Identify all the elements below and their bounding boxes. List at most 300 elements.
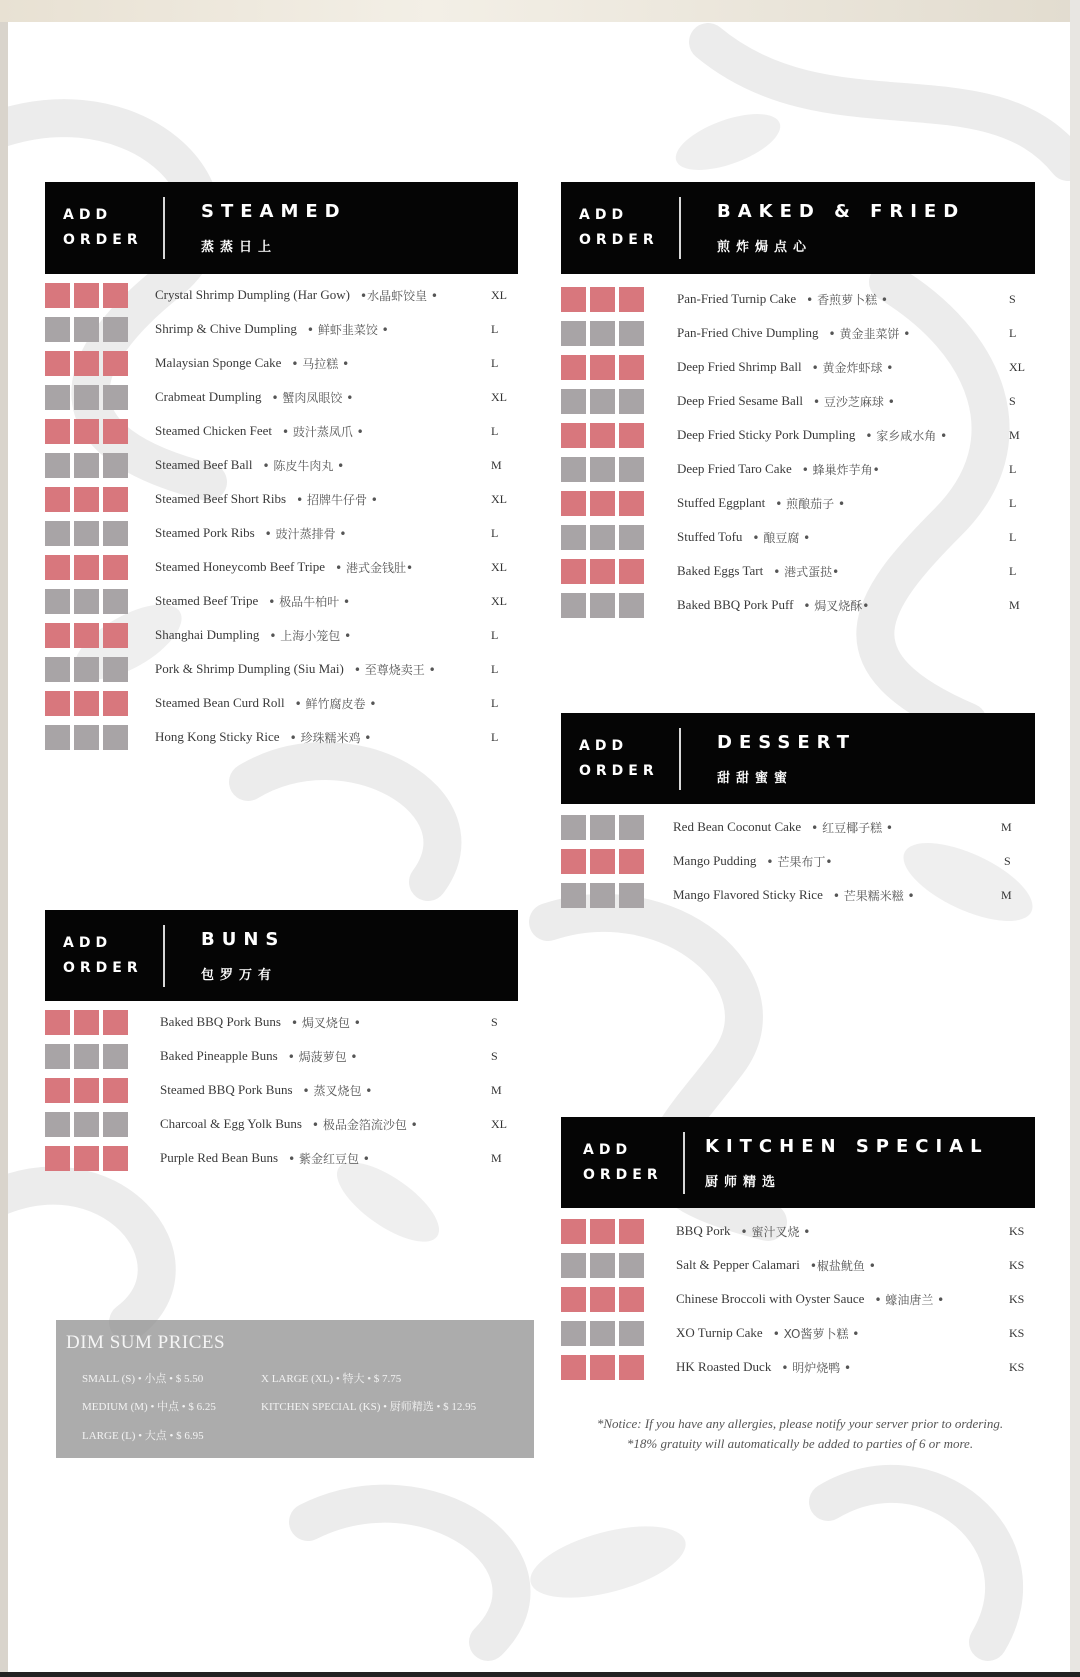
order-box[interactable] [74,521,99,546]
order-box[interactable] [45,385,70,410]
price-xlarge: X LARGE (XL) • 特大 • $ 7.75 [261,1373,402,1385]
order-boxes [45,385,141,410]
item-size: L [491,525,499,540]
item-size: M [491,1150,502,1165]
item-name: Mango Flavored Sticky Rice [673,887,823,902]
bottom-bar [0,1672,1080,1677]
menu-item [561,1282,1035,1316]
item-name-zh: • XO酱萝卜糕 • [772,1326,860,1341]
order-box[interactable] [45,487,70,512]
order-box[interactable] [74,1010,99,1035]
item-name-zh: • 煎酿茄子 • [775,496,846,511]
item-name-zh: • 黄金韭菜饼 • [828,326,911,341]
menu-item [561,316,1035,350]
order-box[interactable] [561,593,586,618]
item-size: KS [1009,1291,1025,1306]
menu-item [45,1141,518,1175]
order-box[interactable] [45,657,70,682]
add-order-label: ADD ORDER [63,934,143,976]
item-name: Steamed Bean Curd Roll [155,695,285,710]
order-box[interactable] [103,487,128,512]
item-name-zh: • 芒果布丁• [766,854,833,869]
price-small: SMALL (S) • 小点 • $ 5.50 [82,1373,204,1385]
order-box[interactable] [561,491,586,516]
order-box[interactable] [74,725,99,750]
item-size: L [491,729,499,744]
menu-item [561,1316,1035,1350]
order-box[interactable] [45,1044,70,1069]
order-box[interactable] [103,1146,128,1171]
add-order-label: ADD ORDER [583,1141,663,1183]
order-box[interactable] [103,1112,128,1137]
header-divider [163,925,165,987]
order-box[interactable] [74,555,99,580]
section-title-zh: 煎炸焗点心 [717,240,813,255]
item-size: L [491,321,499,336]
baked-fried-header [561,182,1035,274]
prices-title: DIM SUM PRICES [66,1332,226,1353]
menu-item [561,350,1035,384]
item-name-zh: • 鲜虾韭菜饺 • [306,322,389,337]
order-box[interactable] [590,1321,615,1346]
order-box[interactable] [590,457,615,482]
add-order-label: ADD ORDER [579,207,659,248]
item-size: L [1009,461,1017,476]
menu-item [561,282,1035,316]
order-box[interactable] [103,623,128,648]
order-box[interactable] [74,1078,99,1103]
order-box[interactable] [45,589,70,614]
item-name: Crystal Shrimp Dumpling (Har Gow) [155,287,350,302]
item-size: S [1009,291,1016,306]
order-boxes [45,1044,141,1069]
item-name-zh: •椒盐鱿鱼 • [809,1258,876,1273]
order-box[interactable] [561,883,586,908]
order-box[interactable] [619,593,644,618]
item-name: Crabmeat Dumpling [155,389,262,404]
order-boxes [45,555,141,580]
menu-item [45,1005,518,1039]
item-name: Purple Red Bean Buns [160,1150,279,1165]
order-box[interactable] [619,423,644,448]
item-name: Steamed Pork Ribs [155,525,255,540]
item-name-zh: • 港式蛋挞• [773,564,840,579]
dessert-list [561,810,1035,912]
order-box[interactable] [74,487,99,512]
item-name: Baked Pineapple Buns [160,1048,278,1063]
order-boxes [561,1219,657,1244]
menu-item [561,1214,1035,1248]
menu-item [561,384,1035,418]
order-box[interactable] [590,321,615,346]
menu-item [45,516,518,550]
order-boxes [45,453,141,478]
dim-sum-prices-box [56,1320,534,1458]
item-size: XL [491,491,507,506]
item-size: L [491,695,499,710]
item-size: M [491,1082,502,1097]
order-boxes [561,1321,657,1346]
order-box[interactable] [103,1010,128,1035]
item-name: Hong Kong Sticky Rice [155,729,280,744]
notice-allergy: *Notice: If you have any allergies, please notify your server prior to ordering. [596,1416,1004,1431]
item-name-zh: • 紫金红豆包 • [288,1151,370,1166]
order-box[interactable] [619,321,644,346]
order-box[interactable] [590,559,615,584]
order-box[interactable] [561,423,586,448]
item-name-zh: • 蠔油唐兰 • [874,1292,945,1307]
item-name: Deep Fried Sesame Ball [677,393,803,408]
dessert-section [561,713,1035,912]
order-box[interactable] [103,351,128,376]
order-box[interactable] [45,521,70,546]
order-box[interactable] [619,491,644,516]
order-boxes [561,1253,657,1278]
order-box[interactable] [590,1287,615,1312]
order-box[interactable] [561,457,586,482]
order-box[interactable] [45,623,70,648]
order-box[interactable] [619,525,644,550]
item-name-zh: • 红豆椰子糕 • [811,820,893,835]
item-name-zh: • 陈皮牛肉丸 • [262,458,345,473]
order-box[interactable] [619,1253,644,1278]
item-name: Pan-Fried Turnip Cake [677,291,797,306]
section-title-zh: 包罗万有 [201,967,278,983]
order-boxes [45,487,141,512]
menu-item [561,1350,1035,1384]
item-name: Baked BBQ Pork Puff [677,597,794,612]
buns-list [45,1005,518,1175]
item-name-zh: • 蒸叉烧包 • [302,1083,373,1098]
item-name: Pan-Fried Chive Dumpling [677,325,819,340]
order-box[interactable] [45,1010,70,1035]
kitchen-special-header [561,1117,1035,1208]
order-boxes [561,815,657,840]
item-name-zh: • 焗菠萝包 • [287,1049,358,1064]
order-box[interactable] [619,389,644,414]
order-box[interactable] [45,317,70,342]
order-box[interactable] [103,657,128,682]
order-boxes [561,849,657,874]
item-size: XL [491,593,507,608]
order-boxes [561,491,657,516]
order-box[interactable] [45,453,70,478]
item-name: Baked BBQ Pork Buns [160,1014,281,1029]
item-name-zh: • 焗叉烧包 • [290,1015,361,1030]
order-boxes [561,457,657,482]
order-boxes [45,317,141,342]
order-box[interactable] [74,283,99,308]
order-boxes [45,419,141,444]
order-box[interactable] [590,1253,615,1278]
order-boxes [45,691,141,716]
item-name: Baked Eggs Tart [677,563,764,578]
item-name: Salt & Pepper Calamari [676,1257,800,1272]
item-name: Chinese Broccoli with Oyster Sauce [676,1291,865,1306]
order-box[interactable] [103,589,128,614]
menu-item [45,448,518,482]
price-kitchen-special: KITCHEN SPECIAL (KS) • 厨师精选 • $ 12.95 [261,1401,477,1413]
item-size: L [1009,495,1017,510]
order-boxes [45,1078,141,1103]
item-name: Stuffed Tofu [677,529,743,544]
item-size: M [1009,427,1020,442]
order-boxes [561,423,657,448]
order-box[interactable] [619,849,644,874]
page-edge [1070,0,1080,1677]
item-name: Deep Fried Sticky Pork Dumpling [677,427,856,442]
item-name-zh: • 极品牛柏叶 • [268,594,351,609]
dessert-header [561,713,1035,804]
order-box[interactable] [561,1321,586,1346]
order-box[interactable] [561,287,586,312]
order-box[interactable] [74,1146,99,1171]
item-name-zh: •水晶虾饺皇 • [359,288,438,303]
order-box[interactable] [74,419,99,444]
order-boxes [561,287,657,312]
order-box[interactable] [74,657,99,682]
order-box[interactable] [590,389,615,414]
section-title: KITCHEN SPECIAL [705,1135,989,1157]
item-size: KS [1009,1325,1025,1340]
order-box[interactable] [45,283,70,308]
steamed-header [45,182,518,274]
menu-item [561,452,1035,486]
item-name-zh: • 鲜竹腐皮卷 • [294,696,377,711]
kitchen-special-list [561,1214,1035,1384]
item-name-zh: • 至尊烧卖王 • [353,662,436,677]
order-box[interactable] [561,1219,586,1244]
order-box[interactable] [561,321,586,346]
menu-item [45,482,518,516]
item-name-zh: • 豆沙芝麻球 • [813,394,895,409]
order-boxes [45,657,141,682]
order-box[interactable] [590,593,615,618]
order-box[interactable] [74,317,99,342]
buns-section [45,910,518,1175]
order-box[interactable] [561,389,586,414]
order-box[interactable] [103,521,128,546]
menu-item [45,414,518,448]
menu-item [45,312,518,346]
item-name-zh: • 招牌牛仔骨 • [296,492,378,507]
header-divider [163,197,165,259]
item-name: Steamed Beef Tripe [155,593,259,608]
order-box[interactable] [45,1112,70,1137]
item-name: Stuffed Eggplant [677,495,766,510]
menu-item [561,520,1035,554]
order-box[interactable] [590,287,615,312]
header-divider [683,1132,685,1194]
menu-item [45,1107,518,1141]
order-boxes [561,355,657,380]
menu-item [561,1248,1035,1282]
menu-item [45,1073,518,1107]
section-title: BAKED & FRIED [717,201,966,222]
item-name: Mango Pudding [673,853,757,868]
order-box[interactable] [619,1355,644,1380]
order-boxes [561,1355,657,1380]
order-box[interactable] [561,1253,586,1278]
order-box[interactable] [590,815,615,840]
item-name-zh: • 黄金炸虾球 • [811,360,894,375]
header-divider [679,728,681,790]
steamed-section [45,182,518,754]
order-box[interactable] [619,559,644,584]
order-box[interactable] [74,453,99,478]
order-boxes [45,623,141,648]
baked-fried-list [561,282,1035,622]
item-name-zh: • 蜜汁叉烧 • [740,1224,811,1239]
order-box[interactable] [561,1287,586,1312]
item-name-zh: • 港式金钱肚• [335,560,414,575]
order-boxes [561,593,657,618]
menu-item [561,486,1035,520]
order-box[interactable] [103,419,128,444]
order-box[interactable] [619,457,644,482]
menu-item [561,554,1035,588]
order-box[interactable] [45,725,70,750]
item-name: Red Bean Coconut Cake [673,819,802,834]
item-size: M [1001,819,1012,834]
top-banner-strip [0,0,1080,22]
item-name-zh: • 酿豆腐 • [752,530,811,545]
item-size: L [491,627,499,642]
order-box[interactable] [74,623,99,648]
order-box[interactable] [74,351,99,376]
item-name-zh: • 芒果糯米糍 • [832,888,915,903]
item-name-zh: • 蟹肉凤眼饺 • [271,390,354,405]
item-name-zh: • 上海小笼包 • [269,628,352,643]
item-size: M [1001,887,1012,902]
item-size: S [491,1048,498,1063]
allergy-notice [560,1414,1040,1454]
section-title-zh: 甜甜蜜蜜 [717,770,794,786]
order-box[interactable] [561,559,586,584]
section-title: DESSERT [717,731,856,753]
order-box[interactable] [590,1219,615,1244]
order-box[interactable] [103,555,128,580]
item-size: M [1009,597,1020,612]
item-size: KS [1009,1223,1025,1238]
menu-item [45,618,518,652]
order-box[interactable] [561,1355,586,1380]
order-box[interactable] [74,691,99,716]
order-box[interactable] [561,815,586,840]
order-boxes [45,589,141,614]
order-box[interactable] [45,1146,70,1171]
order-box[interactable] [619,1219,644,1244]
order-box[interactable] [74,589,99,614]
order-box[interactable] [103,385,128,410]
item-size: S [1009,393,1016,408]
baked-fried-section [561,182,1035,622]
item-size: XL [491,287,507,302]
order-box[interactable] [74,385,99,410]
order-box[interactable] [103,1044,128,1069]
item-name: XO Turnip Cake [676,1325,763,1340]
order-box[interactable] [45,419,70,444]
section-title: BUNS [201,928,286,950]
order-box[interactable] [619,1321,644,1346]
menu-item [45,652,518,686]
item-size: L [1009,563,1017,578]
order-box[interactable] [590,423,615,448]
order-box[interactable] [45,691,70,716]
order-box[interactable] [619,1287,644,1312]
order-box[interactable] [103,691,128,716]
item-name: Shanghai Dumpling [155,627,260,642]
add-order-label: ADD ORDER [579,737,659,779]
order-box[interactable] [590,849,615,874]
item-name: Deep Fried Shrimp Ball [677,359,802,374]
order-box[interactable] [103,453,128,478]
item-name: Steamed Honeycomb Beef Tripe [155,559,326,574]
order-boxes [45,521,141,546]
item-name-zh: • 豉汁蒸凤爪 • [281,424,364,439]
order-boxes [45,725,141,750]
item-name: Pork & Shrimp Dumpling (Siu Mai) [155,661,344,676]
order-boxes [561,525,657,550]
item-name: Steamed Beef Ball [155,457,253,472]
item-name-zh: • 明炉烧鸭 • [781,1360,852,1375]
order-box[interactable] [103,283,128,308]
menu-item [561,844,1035,878]
item-size: XL [1009,359,1025,374]
menu-item [45,550,518,584]
order-box[interactable] [590,355,615,380]
order-box[interactable] [590,1355,615,1380]
section-title-zh: 厨师精选 [705,1174,782,1190]
menu-item [45,380,518,414]
order-box[interactable] [74,1044,99,1069]
item-name: Deep Fried Taro Cake [677,461,792,476]
item-name-zh: • 马拉糕 • [291,356,350,371]
item-size: XL [491,389,507,404]
order-box[interactable] [103,725,128,750]
order-box[interactable] [45,1078,70,1103]
item-name: Steamed Beef Short Ribs [155,491,287,506]
order-box[interactable] [619,815,644,840]
buns-header [45,910,518,1001]
order-box[interactable] [619,355,644,380]
order-boxes [45,1146,141,1171]
order-box[interactable] [74,1112,99,1137]
order-box[interactable] [619,883,644,908]
item-size: KS [1009,1257,1025,1272]
item-name: Steamed Chicken Feet [155,423,272,438]
order-box[interactable] [45,351,70,376]
item-size: L [491,355,499,370]
order-box[interactable] [561,849,586,874]
item-name-zh: • 家乡咸水角 • [865,428,948,443]
order-box[interactable] [561,525,586,550]
kitchen-special-section [561,1117,1035,1384]
menu-item [45,720,518,754]
order-box[interactable] [619,287,644,312]
order-box[interactable] [561,355,586,380]
menu-item [45,346,518,380]
section-title-zh: 蒸蒸日上 [201,240,278,255]
order-box[interactable] [590,491,615,516]
order-box[interactable] [590,525,615,550]
item-size: L [491,423,499,438]
item-name-zh: • 极品金箔流沙包 • [311,1117,418,1132]
order-box[interactable] [103,317,128,342]
order-box[interactable] [45,555,70,580]
order-box[interactable] [103,1078,128,1103]
order-box[interactable] [590,883,615,908]
